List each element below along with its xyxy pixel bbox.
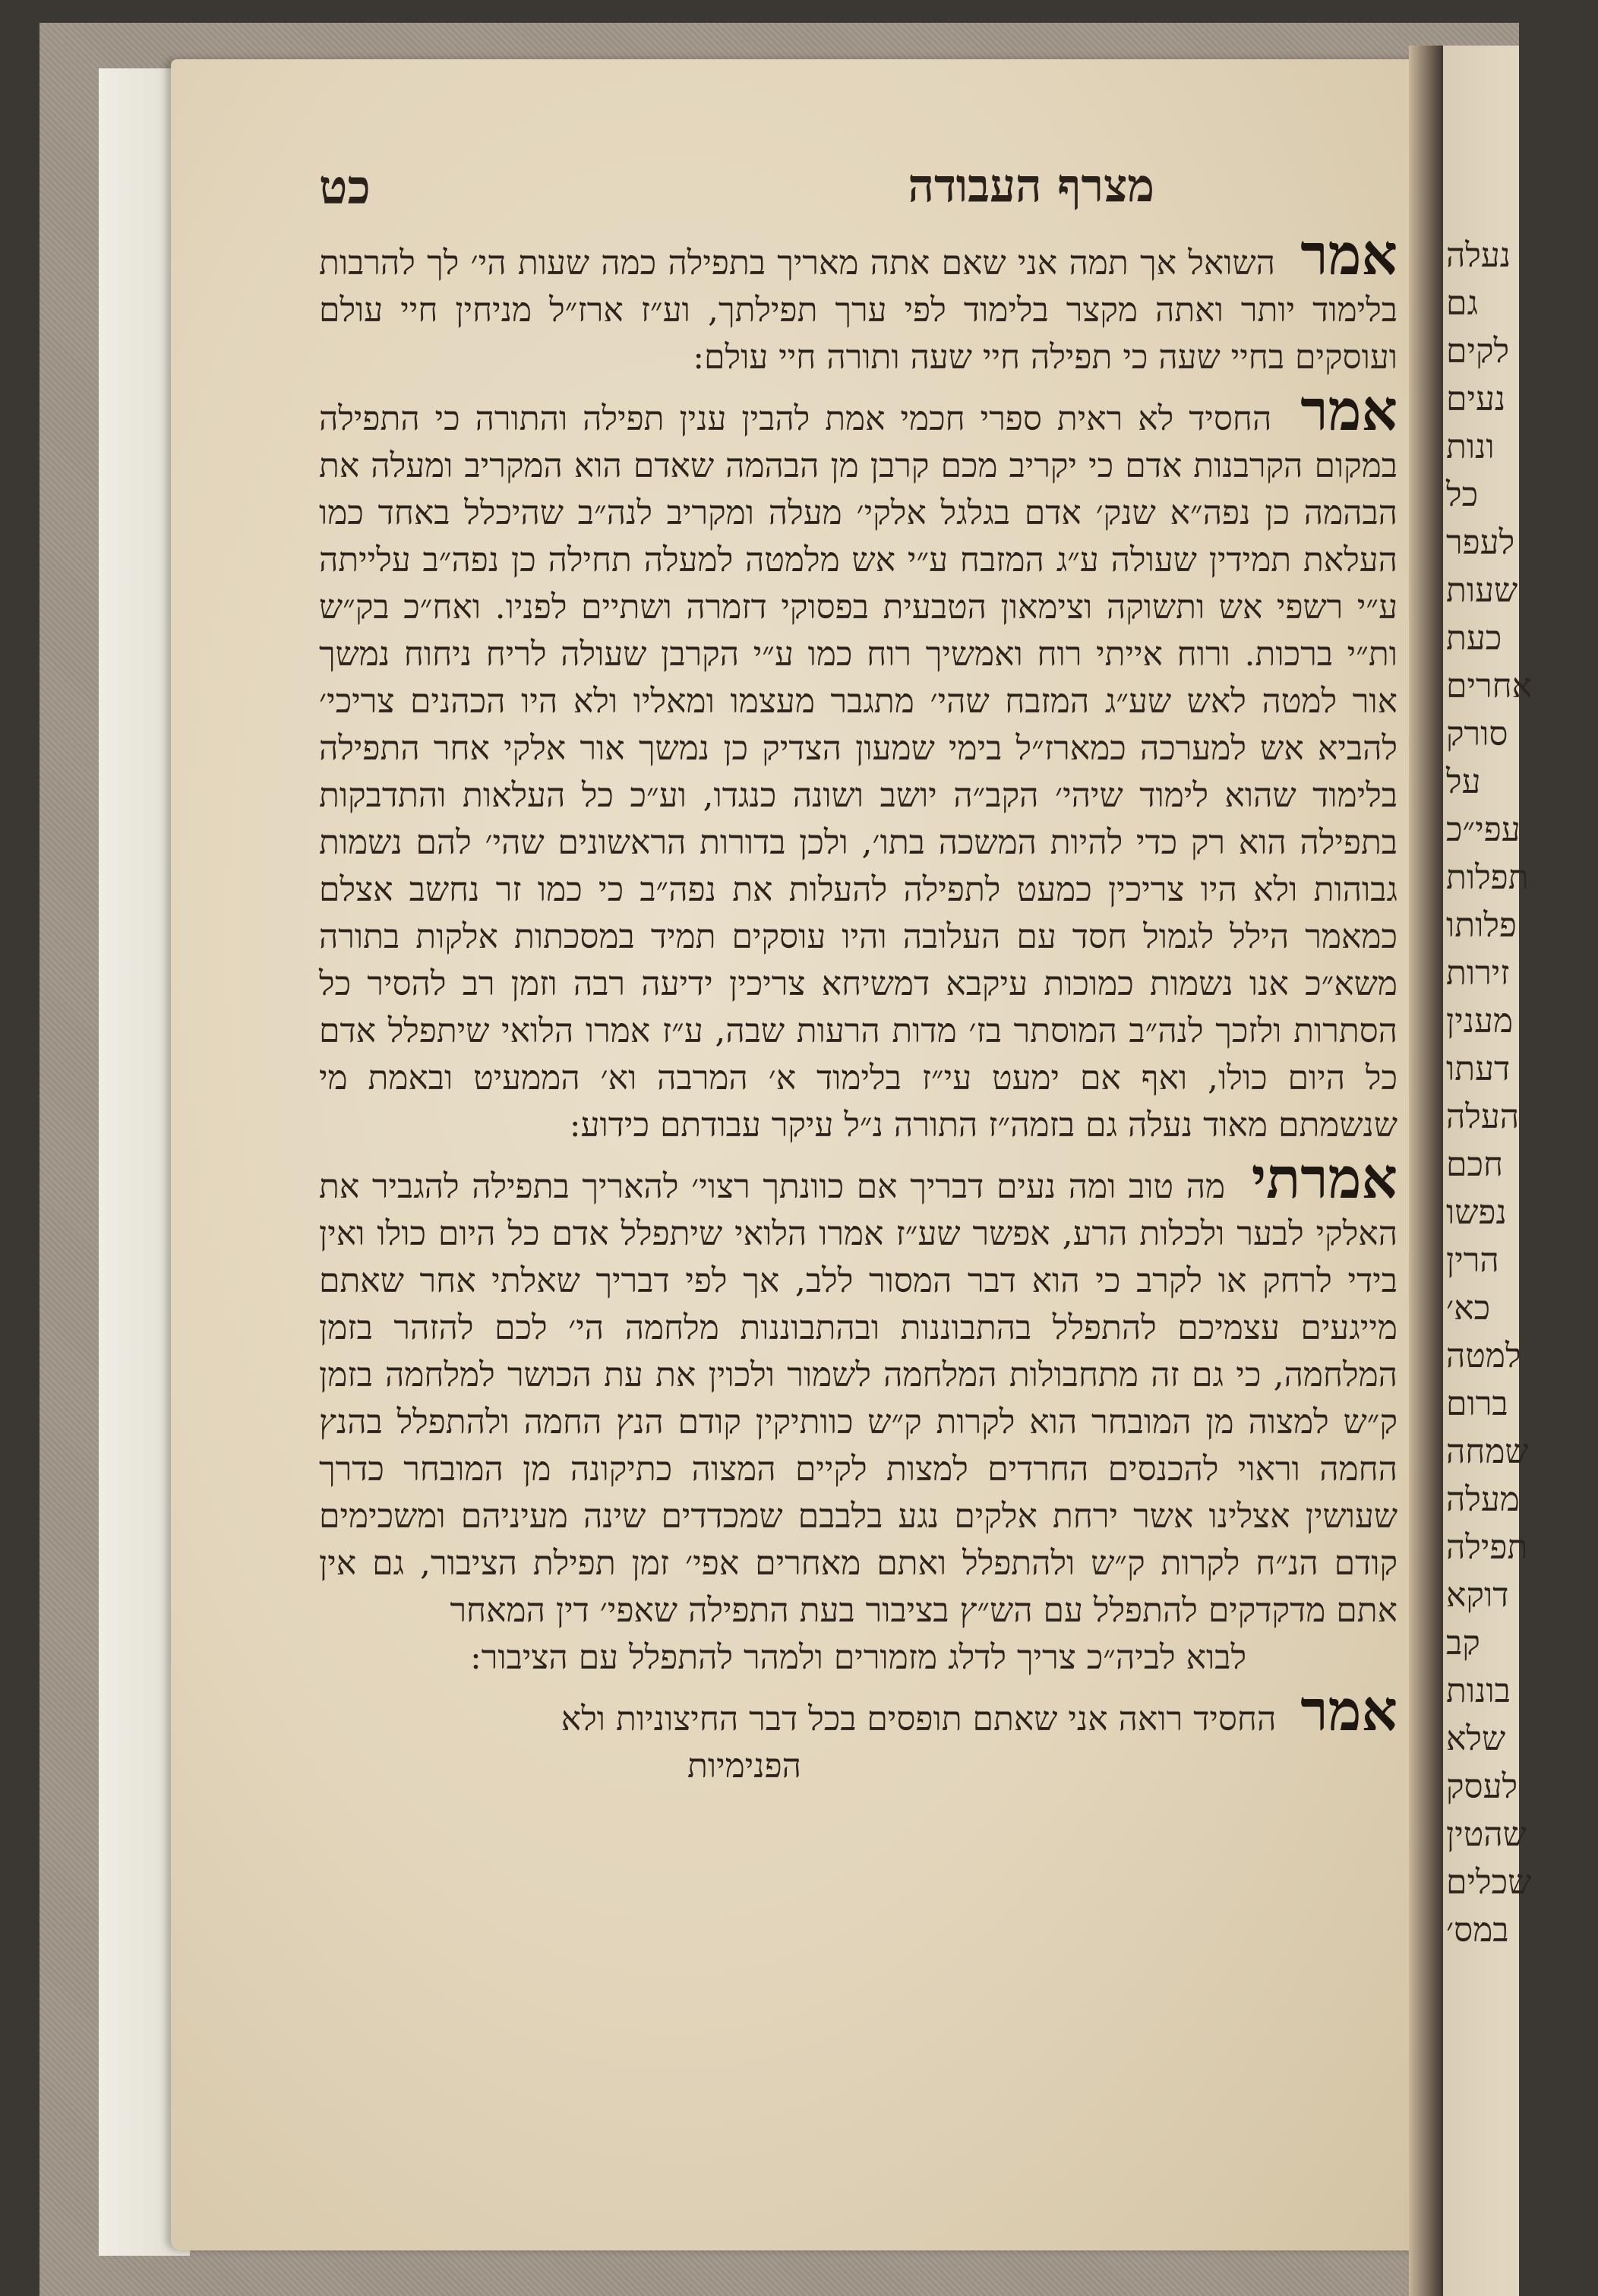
facing-page-fragment: בונות — [1446, 1672, 1511, 1710]
paragraph-lead-word: אמר — [1300, 223, 1397, 288]
facing-page-fragment: לקים — [1446, 332, 1510, 371]
facing-page-fragment: ונות — [1446, 428, 1495, 466]
facing-page-fragment: נעים — [1446, 380, 1506, 418]
facing-page-fragment: במס׳ — [1446, 1911, 1509, 1950]
paragraph-text: לבוא לביה״כ צריך לדלג מזמורים ולמהר להתפלל עם הציבור: — [469, 1638, 1247, 1677]
facing-page-fragment: תפלות — [1446, 858, 1529, 897]
facing-page-fragment: סורק — [1446, 715, 1508, 753]
facing-page-fragment: לעסק — [1446, 1767, 1518, 1806]
facing-page-fragment: כעת — [1446, 619, 1502, 658]
paragraph-continuation — [319, 1634, 1397, 1682]
facing-page-fragment: עפי״כ — [1446, 810, 1521, 849]
facing-page-fragment: שמחה — [1446, 1432, 1529, 1471]
facing-page-fragment: שלא — [1446, 1720, 1506, 1758]
facing-page-fragment: ברום — [1446, 1385, 1508, 1423]
facing-page-fragment: למטה — [1446, 1337, 1521, 1375]
running-title: מצרף העבודה — [908, 159, 1154, 213]
facing-page-fragment: נפשו — [1446, 1193, 1507, 1232]
facing-page — [1443, 46, 1533, 2296]
facing-page-fragment: הרין — [1446, 1241, 1499, 1280]
paragraph-lead-word: אמרתי — [1251, 1146, 1397, 1211]
paragraph-lead-word: אמר — [1300, 378, 1397, 444]
facing-page-fragment: גם — [1446, 284, 1478, 323]
facing-page-fragment: שעות — [1446, 571, 1518, 610]
paragraph — [319, 1146, 1397, 1634]
facing-page-fragment: העלה — [1446, 1097, 1520, 1136]
facing-page-fragment: זירות — [1446, 954, 1510, 993]
facing-page-fragment: שכלים — [1446, 1863, 1532, 1902]
facing-page-fragment: דעתו — [1446, 1050, 1511, 1088]
facing-page-fragment: אחרים — [1446, 667, 1533, 706]
body-text — [319, 223, 1397, 1790]
book-gutter — [1409, 46, 1447, 2296]
paragraph-lead-word: אמר — [1300, 1679, 1397, 1744]
page-number: כט — [319, 159, 371, 215]
facing-page-fragment: לעפר — [1446, 523, 1515, 562]
facing-page-fragment: תפילה — [1446, 1528, 1528, 1567]
facing-page-text — [1446, 232, 1598, 1954]
facing-page-fragment: קב — [1446, 1624, 1480, 1663]
paragraph — [319, 223, 1397, 381]
paragraph-text: החסיד לא ראית ספרי חכמי אמת להבין ענין תפילה והתורה כי התפילה במקום הקרבנות אדם כי יקריב מכם קרבן מן הבהמה שאדם הוא המקריב ומעלה את הבהמה כן נפה״א שנק׳ אדם בגלגל אלקי׳ מעלה ומקריב לנה״ב שהיכלל באחד כמו העלאת תמידין שעולה ע״ג המזבח ע״י אש מלמטה למעלה תחילה כן נפה״ב עלייתה ע״י רשפי אש ותשוקה וצימאון הטבעית בפסוקי דזמרה ושתיים לפניו. ואח״כ בק״ש ות״י ברכות. ורוח אייתי רוח ואמשיך רוח כמו ע״י הקרבן שעולה לריח ניחוח נמשך אור למטה לאש שע״ג המזבח שהי׳ מתגבר מעצמו ומאליו ולא היו הכהנים צריכי׳ להביא אש למערכה כמארז״ל בימי שמעון הצדיק כן נמשך אור אלקי אחר התפילה בלימוד שהוא לימוד שיהי׳ הקב״ה יושב ושונה כנגדו, וע״כ כל העלאות והתדבקות בתפילה הוא רק כדי להיות המשכה בתו׳, ולכן בדורות הראשונים שהי׳ להם נשמות גבוהות ולא היו צריכין כמעט לתפילה להעלות את נפה״ב כי כמו זר נחשב אצלם כמאמר הילל לגמול חסד עם העלובה והיו עוסקים תמיד במסכתות אלקות בתורה משא״כ אנו נשמות כמוכות עיקבא דמשיחא צריכין ידיעה רבה וזמן רב להסיר כל הסתרות ולזכך לנה״ב המוסתר בז׳ מדות הרעות שבה, ע״ז אמרו הלואי שיתפלל אדם כל היום כולו, ואף אם ימעט עי״ז בלימוד א׳ המרבה וא׳ הממעיט ובאמת מי שנשמתם מאוד נעלה גם בזמה״ז התורה נ״ל עיקר עבודתם כידוע: — [319, 400, 1397, 1145]
paragraph — [319, 1679, 1397, 1744]
running-head — [319, 159, 1382, 228]
facing-page-fragment: על — [1446, 763, 1481, 801]
catchword-line: הפנימיות — [687, 1747, 801, 1786]
facing-page-fragment: מעלה — [1446, 1480, 1520, 1519]
facing-page-fragment: כל — [1446, 475, 1479, 514]
paragraph-text: השואל אך תמה אני שאם אתה מאריך בתפילה כמה שעות הי׳ לך להרבות בלימוד יותר ואתה מקצר בלימוד לפי ערך תפילתך, וע״ז ארז״ל מניחין חיי עולם ועוסקים בחיי שעה כי תפילה חיי שעה ותורה חיי עולם: — [319, 244, 1397, 377]
facing-page-fragment: שהטין — [1446, 1815, 1527, 1854]
facing-page-fragment: כא׳ — [1446, 1289, 1491, 1328]
paragraph — [319, 378, 1397, 1149]
facing-page-fragment: פלותו — [1446, 906, 1517, 945]
facing-page-fragment: חכם — [1446, 1145, 1504, 1184]
facing-page-fragment: דוקא — [1446, 1576, 1509, 1615]
paragraph-text: מה טוב ומה נעים דבריך אם כוונתך רצוי׳ להאריך בתפילה להגביר את האלקי לבער ולכלות הרע, אפשר שע״ז אמרו הלואי שיתפלל אדם כל היום כולו ואין בידי לרחק או לקרב כי הוא דבר המסור ללב, אך לפי דבריך שאלתי אחר שאתם מייגעים עצמיכם להתפלל בהתבוננות ובהתבוננות מלחמה הי׳ לכם להזהר בזמן המלחמה, כי גם זה מתחבולות המלחמה לשמור ולכוין את עת הכושר למלחמה בזמן ק״ש למצוה מן המובחר הוא לקרות ק״ש כוותיקין קודם הנץ החמה ולהתפלל בהנץ החמה וראוי להכנסים החרדים למצות לקיים המצוה כתיקונה מן המובחר כדרך שעושין אצלינו אשר ירחת אלקים נגע בלבבם שמכדדים שינה מעיניהם ומשכימים קודם הנ״ח לקרות ק״ש ולהתפלל ואתם מאחרים אפי׳ זמן תפילת הציבור, גם אין אתם מדקדקים להתפלל עם הש״ץ בציבור בעת התפילה שאפי׳ דין המאחר — [319, 1167, 1397, 1630]
facing-page-fragment: נעלה — [1446, 236, 1511, 275]
paragraph-text: החסיד רואה אני שאתם תופסים בכל דבר החיצוניות ולא — [561, 1700, 1277, 1739]
facing-page-fragment: מענין — [1446, 1002, 1514, 1041]
